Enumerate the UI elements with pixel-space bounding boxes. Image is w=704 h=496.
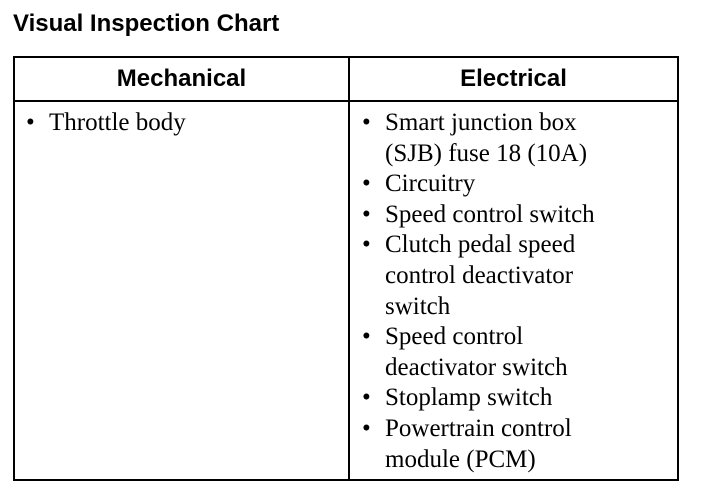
list-item (23, 108, 341, 139)
bullet-icon: • (362, 109, 371, 136)
item-text-line: Powertrain control (385, 414, 572, 442)
bullet-icon: • (26, 109, 35, 136)
item-text-line: deactivator switch (385, 353, 568, 381)
bullet-icon: • (362, 323, 371, 351)
list-item (359, 414, 669, 475)
header-rule (15, 100, 677, 102)
item-text-line: module (PCM) (385, 445, 536, 473)
item-text-line: control deactivator (385, 261, 574, 289)
page-title: Visual Inspection Chart (13, 10, 280, 37)
header-electrical: Electrical (460, 65, 567, 92)
item-text-line: Speed control switch (385, 200, 595, 228)
list-item (359, 200, 669, 231)
item-text-line: Clutch pedal speed (385, 231, 576, 259)
item-text-line: switch (385, 292, 451, 320)
bullet-icon: • (362, 414, 371, 442)
item-text-line: Circuitry (385, 170, 476, 198)
column-divider (348, 58, 350, 479)
electrical-cell (359, 108, 669, 475)
mechanical-cell (23, 108, 341, 139)
list-item (359, 383, 669, 414)
inspection-table (13, 56, 679, 481)
item-text-line: Smart junction box (385, 109, 577, 136)
list-item (359, 169, 669, 200)
bullet-icon: • (362, 170, 371, 198)
list-item (359, 322, 669, 383)
item-text: Throttle body (49, 109, 186, 136)
list-item (359, 230, 669, 322)
list-item (359, 108, 669, 169)
header-mechanical: Mechanical (116, 65, 247, 92)
bullet-icon: • (362, 200, 371, 228)
bullet-icon: • (362, 231, 371, 259)
item-text-line: Speed control (385, 323, 524, 351)
bullet-icon: • (362, 384, 371, 412)
item-text-line: (SJB) fuse 18 (10A) (385, 139, 588, 167)
item-text-line: Stoplamp switch (385, 384, 553, 412)
